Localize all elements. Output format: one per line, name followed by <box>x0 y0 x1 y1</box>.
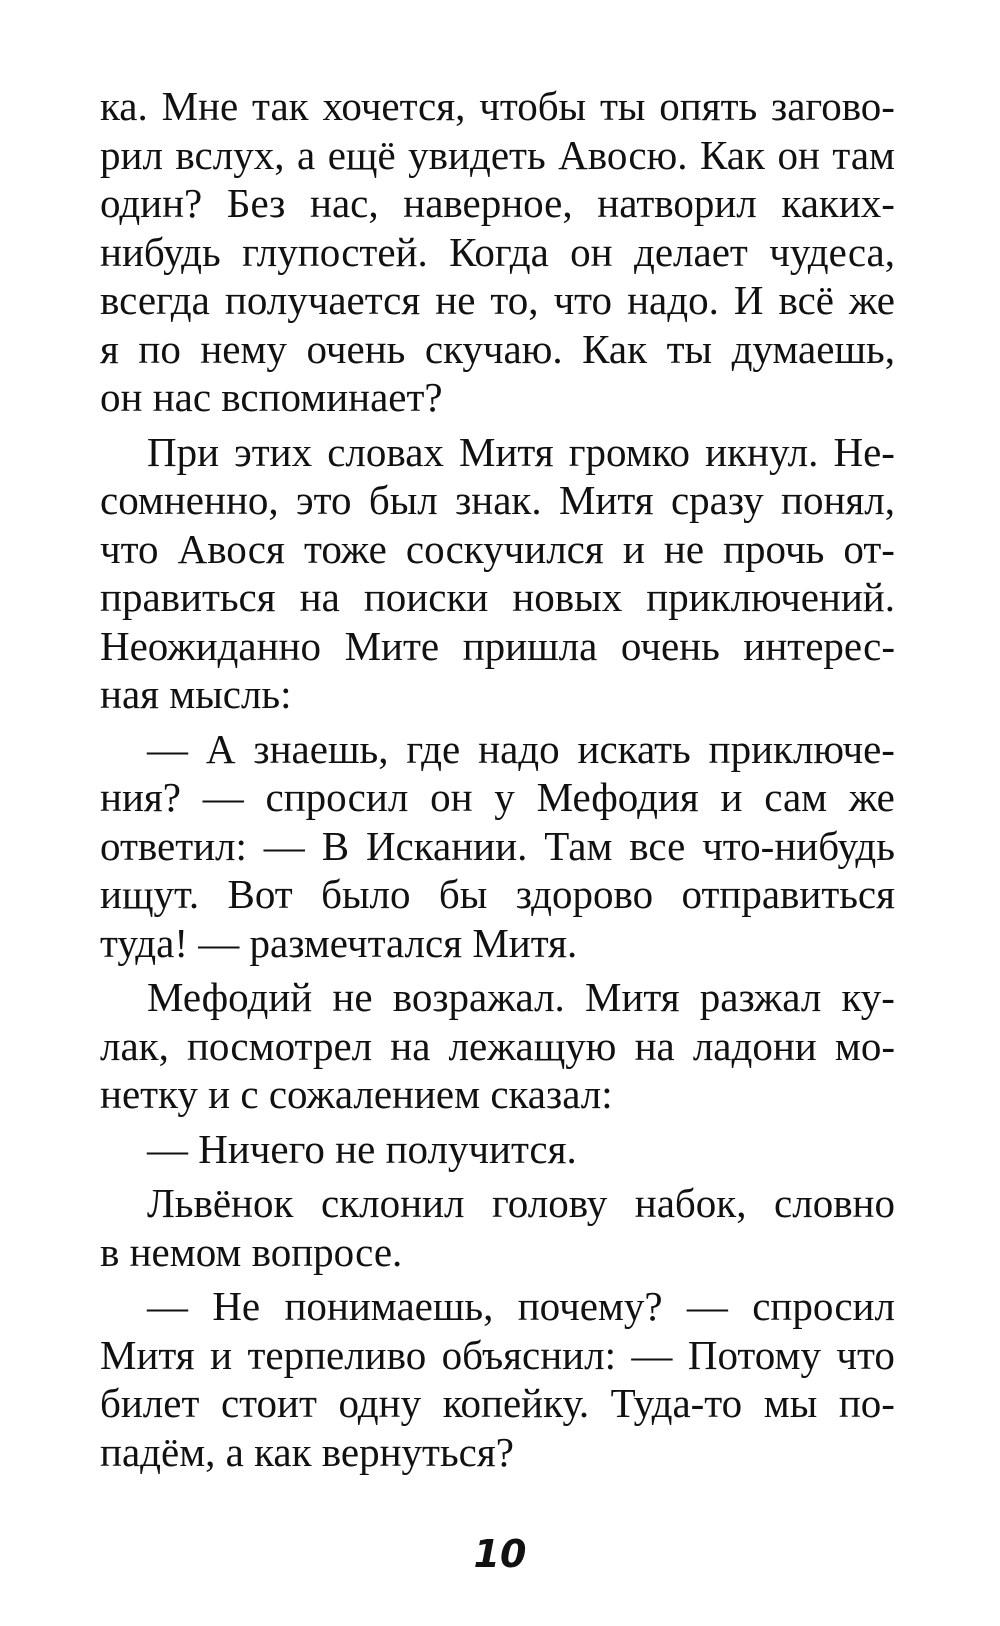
text-line: ищут. Вот было бы здорово отправиться <box>100 871 895 917</box>
text-line: ответил: — В Искании. Там все что-нибудь <box>100 822 895 869</box>
text-line: — Не понимаешь, почему? — спросил <box>147 1283 895 1329</box>
text-line: всегда получается не то, что надо. И всё же <box>100 277 895 323</box>
text-line: что Авося тоже соскучился и не прочь от- <box>100 525 895 572</box>
paragraph <box>100 1125 895 1174</box>
text-line: он нас вспоминает? <box>100 374 443 420</box>
paragraph <box>100 1179 895 1276</box>
text-line: билет стоит одну копейку. Туда-то мы по- <box>100 1380 895 1426</box>
text-line: в немом вопросе. <box>100 1228 403 1275</box>
text-line: сомненно, это был знак. Митя сразу понял, <box>100 477 895 523</box>
text-line: рил вслух, а ещё увидеть Авосю. Как он там <box>100 131 895 178</box>
text-line: Митя и терпеливо объяснил: — Потому что <box>100 1331 895 1378</box>
text-line: Львёнок склонил голову набок, словно <box>147 1180 895 1226</box>
text-line: — Ничего не получится. <box>147 1125 577 1172</box>
text-line: Неожиданно Мите пришла очень интерес- <box>100 622 895 669</box>
page-number: 10 <box>473 1532 527 1576</box>
paragraph <box>100 973 895 1119</box>
text-line: я по нему очень скучаю. Как ты думаешь, <box>100 325 895 372</box>
text-line: — А знаешь, где надо искать приключе- <box>147 725 895 772</box>
text-line: падём, а как вернуться? <box>100 1428 514 1475</box>
text-line: туда! — размечтался Митя. <box>100 919 578 966</box>
text-line: ния? — спросил он у Мефодия и сам же <box>100 774 895 820</box>
text-line: Мефодий не возражал. Митя разжал ку- <box>147 974 895 1020</box>
text-line: ка. Мне так хочется, чтобы ты опять загово- <box>100 83 895 129</box>
text-line: нетку и с сожалением сказал: <box>100 1071 613 1117</box>
paragraph <box>100 82 895 422</box>
paragraph <box>100 1282 895 1476</box>
text-line: лак, посмотрел на лежащую на ладони мо- <box>100 1022 895 1069</box>
paragraph <box>100 725 895 968</box>
text-line: нибудь глупостей. Когда он делает чудеса, <box>100 228 895 275</box>
text-line: При этих словах Митя громко икнул. Не- <box>147 428 895 475</box>
text-line: один? Без нас, наверное, натворил каких- <box>100 180 895 226</box>
text-line: правиться на поиски новых приключений. <box>100 574 895 620</box>
paragraph <box>100 428 895 719</box>
text-line: ная мысль: <box>100 671 292 717</box>
page-body <box>100 82 895 1476</box>
